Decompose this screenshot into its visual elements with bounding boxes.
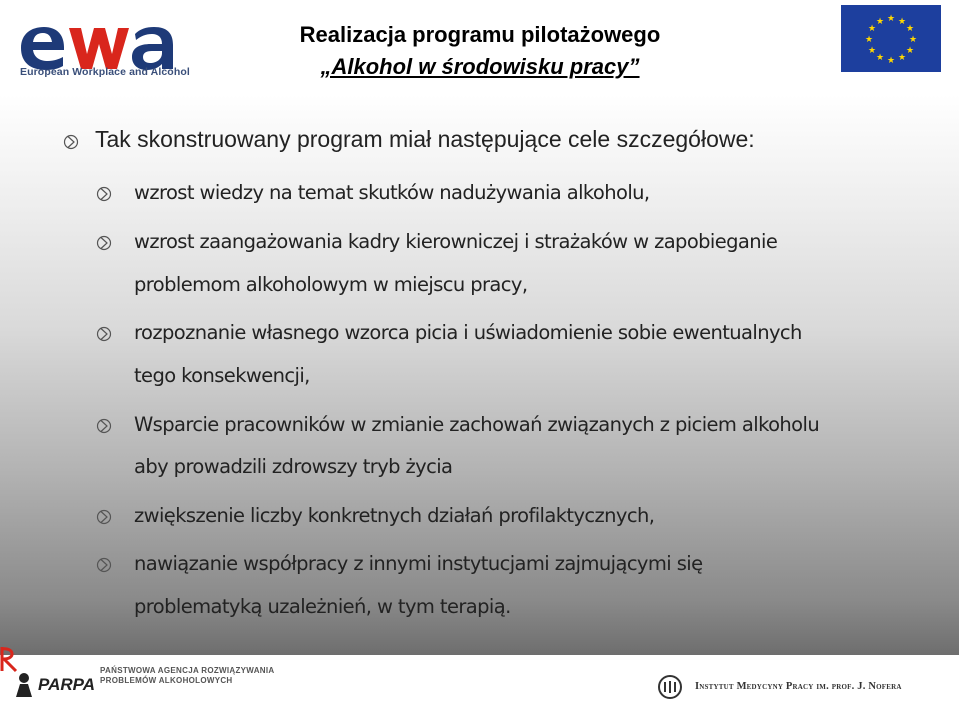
svg-text:★: ★ <box>908 35 918 45</box>
imp-caption: Instytut Medycyny Pracy im. prof. J. Nofera <box>695 681 902 692</box>
svg-text:★: ★ <box>905 24 915 34</box>
svg-text:★: ★ <box>897 17 907 27</box>
list-item: zwiększenie liczby konkretnych działań profilaktycznych, <box>134 504 655 527</box>
slide-subtitle: „Alkohol w środowisku pracy” <box>320 54 640 79</box>
list-item-continued: problemom alkoholowym w miejscu pracy, <box>134 273 528 296</box>
svg-text:★: ★ <box>886 14 896 24</box>
svg-text:★: ★ <box>864 35 874 45</box>
bullet-icon <box>96 418 112 434</box>
parpa-caption: PAŃSTWOWA AGENCJA ROZWIĄZYWANIA PROBLEMÓW ALKOHOLOWYCH <box>100 666 275 685</box>
bullet-icon <box>96 509 112 525</box>
list-item: nawiązanie współpracy z innymi instytucjami zajmującymi się <box>134 552 703 575</box>
svg-text:★: ★ <box>867 46 877 56</box>
svg-text:★: ★ <box>886 56 896 66</box>
list-item: wzrost zaangażowania kadry kierowniczej i strażaków w zapobieganie <box>134 230 778 253</box>
bullet-icon <box>96 186 112 202</box>
imp-logo-icon <box>657 674 683 700</box>
svg-text:★: ★ <box>875 17 885 27</box>
list-item: Wsparcie pracowników w zmianie zachowań związanych z piciem alkoholu <box>134 413 820 436</box>
slide-title: Realizacja programu pilotażowego <box>299 22 661 47</box>
bullet-icon <box>96 326 112 342</box>
eu-flag-icon <box>841 5 941 72</box>
logo-caption: European Workplace and Alcohol <box>20 66 190 78</box>
bullet-icon <box>63 134 79 150</box>
bullet-icon <box>96 557 112 573</box>
svg-text:★: ★ <box>897 53 907 63</box>
list-item-continued: tego konsekwencji, <box>134 364 310 387</box>
svg-text:★: ★ <box>905 46 915 56</box>
list-item-continued: problematyką uzależnień, w tym terapią. <box>134 595 511 618</box>
svg-text:★: ★ <box>875 53 885 63</box>
parpa-red-mark <box>0 645 22 675</box>
svg-text:★: ★ <box>867 24 877 34</box>
list-item: wzrost wiedzy na temat skutków nadużywania alkoholu, <box>134 181 650 204</box>
parpa-logo-text: PARPA <box>38 675 95 694</box>
intro-text: Tak skonstruowany program miał następujące cele szczegółowe: <box>95 126 755 152</box>
bullet-icon <box>96 235 112 251</box>
list-item: rozpoznanie własnego wzorca picia i uświadomienie sobie ewentualnych <box>134 321 802 344</box>
parpa-figure-icon <box>13 672 35 698</box>
list-item-continued: aby prowadzili zdrowszy tryb życia <box>134 455 453 478</box>
